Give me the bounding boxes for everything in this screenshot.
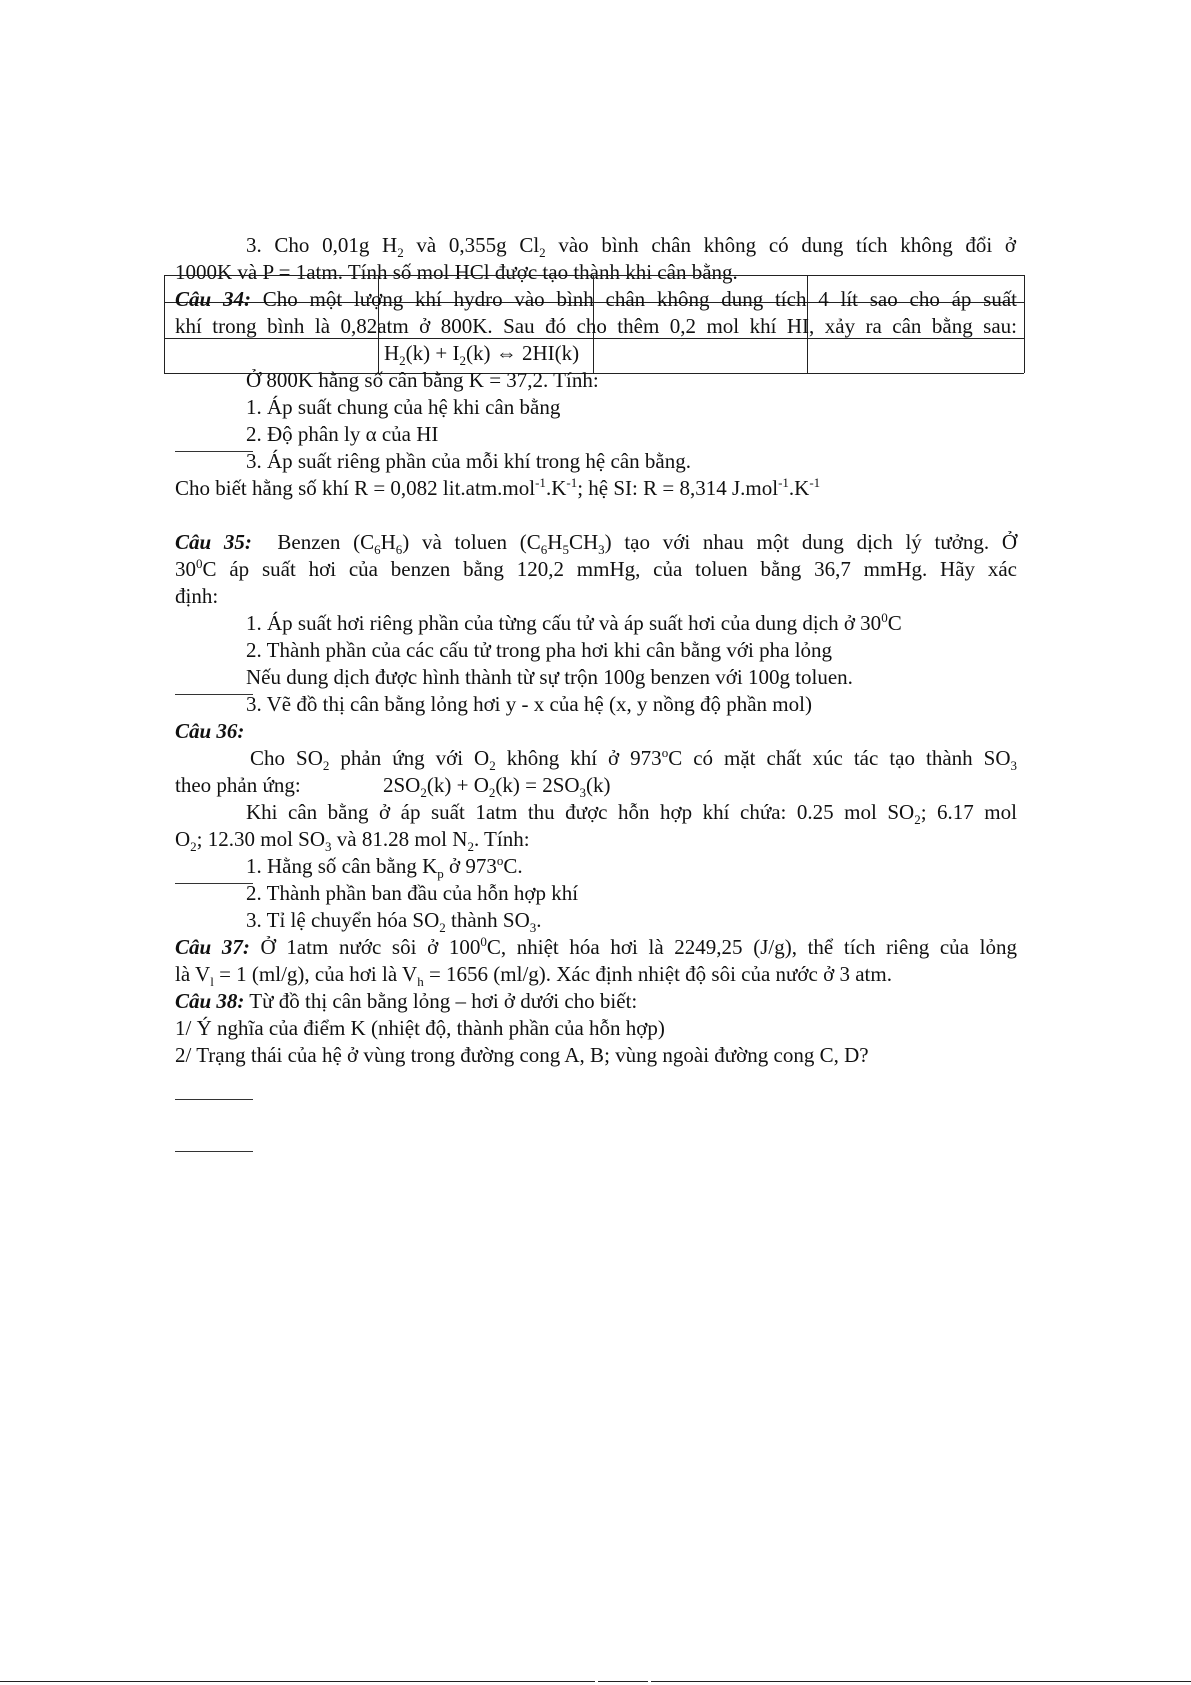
bottom-edge-line-1 [0,1681,595,1682]
q34-gas-constant: Cho biết hằng số khí R = 0,082 $lit.atm.mol^{-1}.K^{-1}$; hệ SI: R = 8,314 $J.mol^{-1}.K^{-1}$ [175,475,821,500]
q36-item3: 3. Tỉ lệ chuyển hóa $SO_2$ thành $SO_3$. [246,908,542,936]
q38-item1: 1/ Ý nghĩa của điểm K (nhiệt độ, thành phần của hỗn hợp) [175,1016,665,1040]
q37-line2: là $V_l = 1$ (ml/g), của hơi là $V_h = 1656$ (ml/g). Xác định nhiệt độ sôi của nước ở 3 atm. [175,962,892,990]
q35-item2: 2. Thành phần của các cấu tử trong pha hơi khi cân bằng với pha lỏng [246,638,833,662]
q36-equation: $2SO_2(k) + O_2(k) = 2SO_3(k)$ [383,773,611,801]
q35-item1: 1. Áp suất hơi riêng phần của từng cấu tử và áp suất hơi của dung dịch ở $30^0C$ [246,610,902,635]
q37-line1: Câu 37: Ở 1atm nước sôi ở $100^0C$, nhiệt hóa hơi là 2249,25 (J/g), thể tích riêng của lỏng [175,934,1017,959]
q34-equation: $H_2(k) + I_2(k)$ ⇔ 2HI(k) [384,341,580,369]
q38-item2: 2/ Trạng thái của hệ ở vùng trong đường cong A, B; vùng ngoài đường cong C, D? [175,1043,869,1067]
q36-item2: 2. Thành phần ban đầu của hỗn hợp khí [246,881,579,905]
divider-short-4 [175,1099,253,1100]
q34-k-line: Ở 800K hằng số cân bằng K = 37,2. Tính: [246,368,599,392]
divider-short-5 [175,1151,253,1152]
q34-item3: 3. Áp suất riêng phần của mỗi khí trong hệ cân bằng. [246,449,691,473]
divider-short-3 [175,883,253,884]
q36-label: Câu 36: [175,719,245,743]
q33-item3-line2: 1000K và P = 1atm. Tính số mol HCl được tạo thành khi cân bằng. [175,260,738,284]
q36-line4: $O_2$; 12.30 mol $SO_3$ và 81.28 mol $N_2$. Tính: [175,827,530,855]
q36-item1: 1. Hằng số cân bằng $K_p$ ở 973$^o$C. [246,853,523,882]
table-line-top [164,275,1024,276]
q34-item1: 1. Áp suất chung của hệ khi cân bằng [246,395,561,419]
q36-line3: Khi cân bằng ở áp suất 1atm thu được hỗn hợp khí chứa: 0.25 mol $SO_2$; 6.17 mol [246,800,1017,828]
q35-line1: Câu 35: Benzen $(C_6H_6)$ và toluen $(C_6H_5CH_3)$ tạo với nhau một dung dịch lý tưởng. Ở [175,530,1017,558]
q35-item3: 3. Vẽ đồ thị cân bằng lỏng hơi y - x của hệ (x, y nồng độ phần mol) [246,692,812,716]
table-vline-1 [164,275,165,373]
q34-item2: 2. Độ phân ly α của HI [246,422,439,446]
divider-short-2 [175,694,253,695]
q35-line2: $30^0C$ áp suất hơi của benzen bằng 120,2 mmHg, của toluen bằng 36,7 mmHg. Hãy xác [175,556,1017,581]
bottom-edge-line-3 [651,1681,1191,1682]
q36-line2: theo phản ứng: [175,773,301,797]
q36-line1: Cho $SO_2$ phản ứng với $O_2$ không khí ở 973$^o$C có mặt chất xúc tác tạo thành $SO_3$ [250,745,1017,774]
q35-item2-note: Nếu dung dịch được hình thành từ sự trộn 100g benzen với 100g toluen. [246,665,853,689]
table-vline-5 [1024,275,1025,373]
q33-item3-line1: 3. Cho 0,01g $H_2$ và 0,355g $Cl_2$ vào bình chân không có dung tích không đổi ở [246,233,1016,261]
q34-line2: khí trong bình là 0,82atm ở 800K. Sau đó cho thêm 0,2 mol khí HI, xảy ra cân bằng sau: [175,314,1017,338]
q35-line3: định: [175,584,219,608]
bottom-edge-line-2 [598,1681,648,1682]
q38-line1: Câu 38: Từ đồ thị cân bằng lỏng – hơi ở dưới cho biết: [175,989,638,1013]
divider-short-1 [175,451,253,452]
q34-line1: Câu 34: Cho một lượng khí hydro vào bình chân không dung tích 4 lít sao cho áp suất [175,287,1018,311]
